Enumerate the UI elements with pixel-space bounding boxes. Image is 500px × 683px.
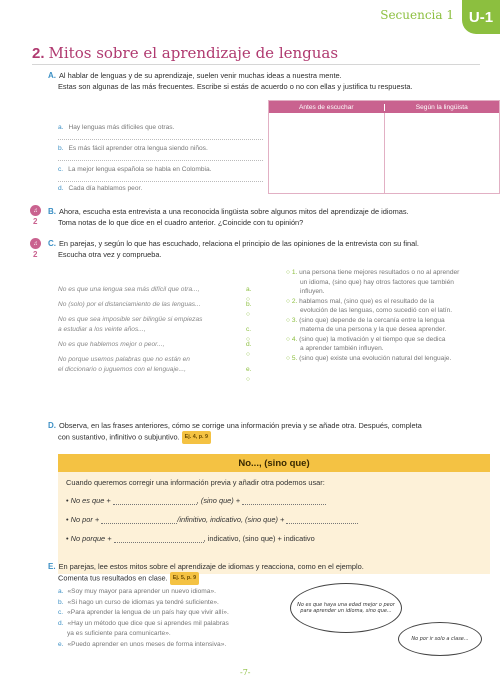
sentence-beginnings [58, 285, 252, 383]
grammar-box-title: No..., (sino que) [58, 454, 490, 472]
item-text: «Soy muy mayor para aprender un nuevo idioma». [67, 588, 216, 595]
speech-bubble: No es que haya una edad mejor o peor para aprender un idioma, sino que... [290, 583, 402, 633]
activity-d-instructions [48, 420, 493, 444]
dotted-divider [58, 160, 263, 161]
item-letter: b. [58, 145, 64, 152]
activity-letter: E. [48, 562, 56, 571]
sentence-start: el diccionario o juguemos con el lenguaje..., [58, 366, 186, 373]
ending-radio[interactable]: ○ 4. [286, 335, 298, 343]
item-letter: e. [58, 640, 64, 648]
ending-radio[interactable]: ○ 2. [286, 297, 298, 305]
instruction-line: En parejas, lee estos mitos sobre el aprendizaje de idiomas y reacciona, como en el ejemplo. [58, 562, 364, 571]
dotted-divider [58, 139, 263, 140]
section-title [32, 44, 338, 62]
activity-letter: C. [48, 239, 56, 248]
ending-radio[interactable]: ○ 1. [286, 269, 298, 276]
audio-track-number: 2 [33, 217, 38, 226]
exercise-ref-badge[interactable]: Ej. 5, p. 9 [170, 572, 199, 585]
notes-table [268, 100, 500, 194]
key-letter: b. [246, 301, 252, 308]
speaker-icon[interactable]: ♫ [30, 205, 41, 216]
activity-c-instructions [48, 238, 493, 260]
instruction-line: Toma notas de lo que dice en el cuadro anterior. ¿Coincide con tu opinión? [58, 218, 304, 227]
row-start: No es que + [70, 496, 111, 505]
myth-item [58, 185, 142, 192]
option-key[interactable]: a. ○ [246, 286, 252, 303]
fill-blank[interactable] [113, 504, 197, 505]
sentence-start: No es que sea imposible ser bilingüe si empiezas [58, 316, 203, 323]
grammar-row: • No por + /infinitivo, indicativo, (sino que) + [66, 515, 358, 524]
fill-blank[interactable] [286, 523, 358, 524]
instruction-line: Escucha otra vez y comprueba. [58, 250, 162, 259]
notes-cell[interactable] [269, 113, 384, 193]
item-letter: a. [58, 124, 64, 131]
ending-item [286, 354, 498, 364]
row-start: No por + [70, 515, 100, 524]
instruction-line: Estas son algunas de las más frecuentes. Escribe si estás de acuerdo o no con ellas y justifica tu respuesta. [58, 82, 413, 91]
fill-blank[interactable] [114, 542, 204, 543]
ending-text: un idioma, (sino que) hay otros factores que también [300, 278, 454, 286]
section-number: 2. [32, 45, 45, 62]
sentence-start: a estudiar a los veinte años..., [58, 326, 146, 333]
option-key[interactable]: e. ○ [246, 366, 252, 383]
option-key[interactable]: b. ○ [246, 301, 252, 318]
ending-number: 4. [291, 335, 298, 343]
key-letter: d. [246, 341, 252, 348]
instruction-line: Al hablar de lenguas y de su aprendizaje, suelen venir muchas ideas a nuestra mente. [59, 71, 342, 80]
unit-tab: U-1 [462, 0, 500, 34]
speech-bubble: No por ir solo a clase... [398, 622, 482, 656]
sentence-start: No (solo) por el distanciamiento de las lenguas... [58, 301, 201, 308]
item-text: «Puedo aprender en unos meses de forma intensiva». [67, 640, 227, 648]
ending-item [286, 297, 498, 316]
audio-track-number: 2 [33, 250, 38, 259]
ending-text: evolución de las lenguas, como sucedió con el latín. [300, 307, 453, 314]
myth-item-continuation: ya es suficiente para comunicarte». [67, 630, 171, 637]
ending-text: influyen. [300, 288, 325, 295]
ending-text: (sino que) depende de la cercanía entre la lengua [299, 316, 445, 324]
myth-item [58, 608, 288, 619]
grammar-box [58, 454, 490, 574]
grammar-intro: Cuando queremos corregir una información previa y añadir otra podemos usar: [66, 478, 325, 487]
row-mid: /infinitivo, indicativo, (sino que) + [177, 515, 285, 524]
item-text: «Si hago un curso de idiomas ya tendré suficiente». [67, 598, 219, 606]
myth-item [58, 587, 288, 598]
key-letter: e. [246, 366, 252, 373]
divider [32, 64, 480, 65]
ending-text: materna de una persona y la que desea aprender. [300, 326, 447, 333]
ending-radio[interactable]: ○ 3. [286, 316, 298, 324]
fill-blank[interactable] [101, 523, 177, 524]
option-key[interactable]: d. ○ [246, 341, 252, 358]
key-letter: c. [246, 326, 252, 333]
myth-item [58, 166, 211, 173]
item-letter: d. [58, 185, 64, 192]
instruction-line: En parejas, y según lo que has escuchado, relaciona el principio de las opiniones de la entrevista con su final. [59, 239, 419, 248]
item-letter: a. [58, 588, 64, 595]
ending-number: 3. [291, 316, 298, 324]
item-text: Es más fácil aprender otra lengua siendo niños. [68, 145, 208, 152]
key-letter: a. [246, 286, 252, 293]
grammar-row: • No porque + , indicativo, (sino que) + indicativo [66, 534, 315, 543]
activity-letter: A. [48, 71, 56, 80]
item-text: «Para aprender la lengua de un país hay que vivir allí». [67, 609, 229, 616]
ending-item [286, 335, 498, 354]
ending-number: 5. [291, 354, 298, 362]
activity-e-instructions [48, 561, 493, 585]
myth-item [58, 124, 174, 131]
section-title-text: Mitos sobre el aprendizaje de lenguas [48, 44, 339, 62]
column-header: Antes de escuchar [298, 103, 354, 111]
activity-a-instructions [48, 70, 488, 92]
instruction-line: Observa, en las frases anteriores, cómo se corrige una información previa y se añade otra. Después, completa [59, 421, 422, 430]
ending-radio[interactable]: ○ 5. [286, 354, 298, 362]
item-text: Cada día hablamos peor. [68, 185, 143, 192]
notes-table-header [269, 101, 499, 113]
ending-text: a aprender también influyen. [300, 345, 384, 352]
item-text: Hay lenguas más difíciles que otras. [68, 124, 175, 131]
ending-text: (sino que) la motivación y el tiempo que se dedica [299, 335, 446, 343]
item-letter: c. [58, 166, 64, 173]
activity-b-instructions [48, 206, 493, 228]
sequence-label: Secuencia 1 [380, 8, 454, 22]
instruction-line: Ahora, escucha esta entrevista a una reconocida lingüista sobre algunos mitos del aprendizaje de idiomas. [59, 207, 409, 216]
notes-table-body [269, 113, 499, 193]
item-letter: b. [58, 598, 64, 606]
ending-text: (sino que) existe una evolución natural del lenguaje. [299, 354, 452, 362]
column-header: Según la lingüista [384, 104, 500, 111]
ending-text: una persona tiene mejores resultados o no al aprender [299, 269, 460, 276]
ending-number: 1. [291, 269, 298, 276]
ending-item [286, 268, 498, 297]
item-text: La mejor lengua española se habla en Colombia. [68, 166, 212, 173]
sentence-endings [286, 268, 498, 363]
sentence-start: No es que una lengua sea más difícil que otra..., [58, 286, 200, 293]
speaker-icon[interactable]: ♫ [30, 238, 41, 249]
myth-item [58, 598, 288, 609]
grammar-row: • No es que + , (sino que) + [66, 496, 326, 505]
page-number: -7- [240, 668, 251, 677]
ending-number: 2. [291, 297, 298, 305]
instruction-line: Comenta tus resultados en clase. [58, 573, 168, 583]
instruction-line: con sustantivo, infinitivo o subjuntivo. [58, 432, 180, 442]
myth-item [58, 145, 208, 152]
item-letter: c. [58, 609, 64, 616]
dotted-divider [58, 181, 263, 182]
item-letter: d. [58, 619, 64, 627]
row-mid: , (sino que) + [196, 496, 241, 505]
exercise-ref-badge[interactable]: Ej. 4, p. 9 [182, 431, 211, 444]
activity-letter: B. [48, 207, 56, 216]
sentence-start: No es que hablemos mejor o peor..., [58, 341, 165, 348]
myth-item [58, 619, 288, 630]
ending-item [286, 316, 498, 335]
activity-letter: D. [48, 421, 56, 430]
notes-cell[interactable] [384, 113, 500, 193]
sentence-start: No porque usemos palabras que no están en [58, 356, 190, 363]
row-start: No porque + [70, 534, 112, 543]
myth-list [58, 587, 288, 650]
myth-item [58, 640, 288, 651]
item-text: «Hay un método que dice que si aprendes mil palabras [67, 619, 229, 627]
row-mid: , indicativo, (sino que) + indicativo [203, 534, 315, 543]
option-key[interactable]: c. ○ [246, 326, 252, 343]
ending-text: hablamos mal, (sino que) es el resultado de la [299, 297, 435, 305]
fill-blank[interactable] [242, 504, 326, 505]
